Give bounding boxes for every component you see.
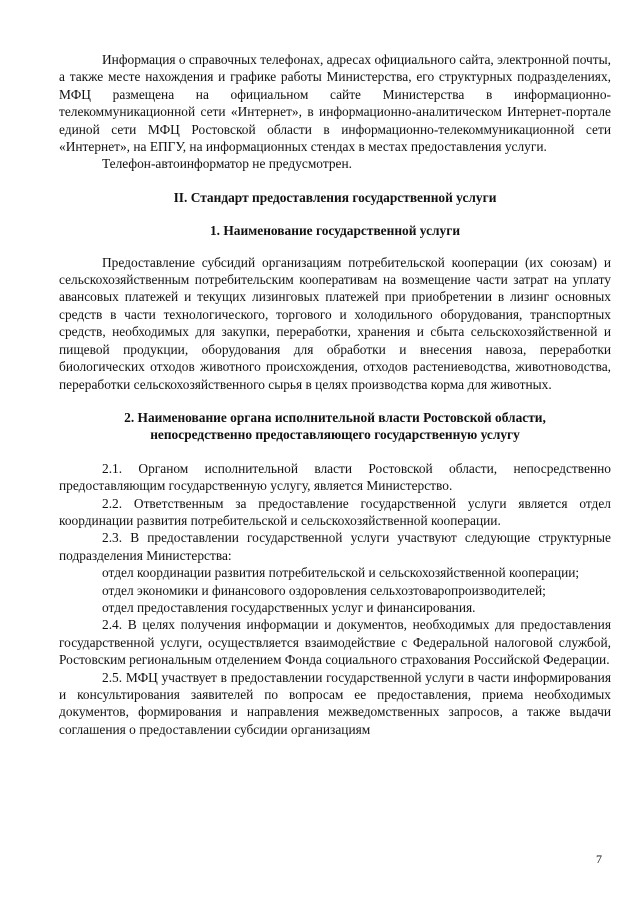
document-body	[59, 51, 611, 738]
autoinformer-paragraph: Телефон-автоинформатор не предусмотрен.	[102, 156, 352, 172]
page-number: 7	[596, 852, 602, 866]
service-name-paragraph: Предоставление субсидий организациям потребительской кооперации (их союзам) и сельскохозяйственным потребительским кооперативам на возмещение части затрат на уплату авансовых платежей и текущих лизинговых платежей при приобретении в лизинг основных средств в части технологического, торгового и холодильного оборудования, транспортных средств, необходимых для закупки, переработки, хранения и сбыта сельскохозяйственной и пищевой продукции, оборудования для обработки и внесения навоза, переработки биологических отходов животного происхождения, отходов растениеводства, животноводства, переработки сельскохозяйственного сырья в целях производства корма для животных.	[59, 254, 611, 392]
subsection-1-title: 1. Наименование государственной услуги	[209, 223, 461, 239]
paragraph-2-3: 2.3. В предоставлении государственной услуги участвуют следующие структурные подразделения Министерства:	[59, 530, 611, 563]
paragraph-2-3-item-1: отдел координации развития потребительской и сельскохозяйственной кооперации;	[102, 565, 580, 581]
paragraph-2-3-item-3: отдел предоставления государственных услуг и финансирования.	[102, 599, 476, 615]
subsection-2-title	[59, 409, 611, 444]
section-title: II. Стандарт предоставления государственной услуги	[173, 189, 497, 205]
paragraph-2-3-item-2: отдел экономики и финансового оздоровления сельхозтоваропроизводителей;	[102, 582, 546, 598]
paragraph-2-5: 2.5. МФЦ участвует в предоставлении государственной услуги в части информирования и консультирования заявителей по вопросам ее предоставления, приема необходимых документов, формирования и направления межведомственных запросов, а также выдачи соглашения о предоставлении субсидии организациям	[59, 669, 611, 737]
info-contacts-paragraph: Информация о справочных телефонах, адресах официального сайта, электронной почты, а также месте нахождения и графике работы Министерства, его структурных подразделениях, МФЦ размещена на официальном сайте Министерства в информационно-телекоммуникационной сети «Интернет», в информационно-аналитическом Интернет-портале единой сети МФЦ Ростовской области в информационно-телекоммуникационной сети «Интернет», на ЕПГУ, на информационных стендах в местах предоставления услуги.	[59, 52, 611, 155]
subsection-2-title-line2: непосредственно предоставляющего государственную услугу	[150, 427, 520, 443]
paragraph-2-4: 2.4. В целях получения информации и документов, необходимых для предоставления государственной услуги, осуществляется взаимодействие с Федеральной налоговой службой, Ростовским региональным отделением Фонда социального страхования Российской Федерации.	[59, 617, 611, 668]
paragraph-2-1: 2.1. Органом исполнительной власти Ростовской области, непосредственно предоставляющим государственную услугу, является Министерство.	[59, 460, 611, 494]
paragraph-2-2: 2.2. Ответственным за предоставление государственной услуги является отдел координации развития потребительской и сельскохозяйственной кооперации.	[59, 495, 611, 528]
subsection-2-title-line1: 2. Наименование органа исполнительной власти Ростовской области,	[124, 409, 546, 425]
